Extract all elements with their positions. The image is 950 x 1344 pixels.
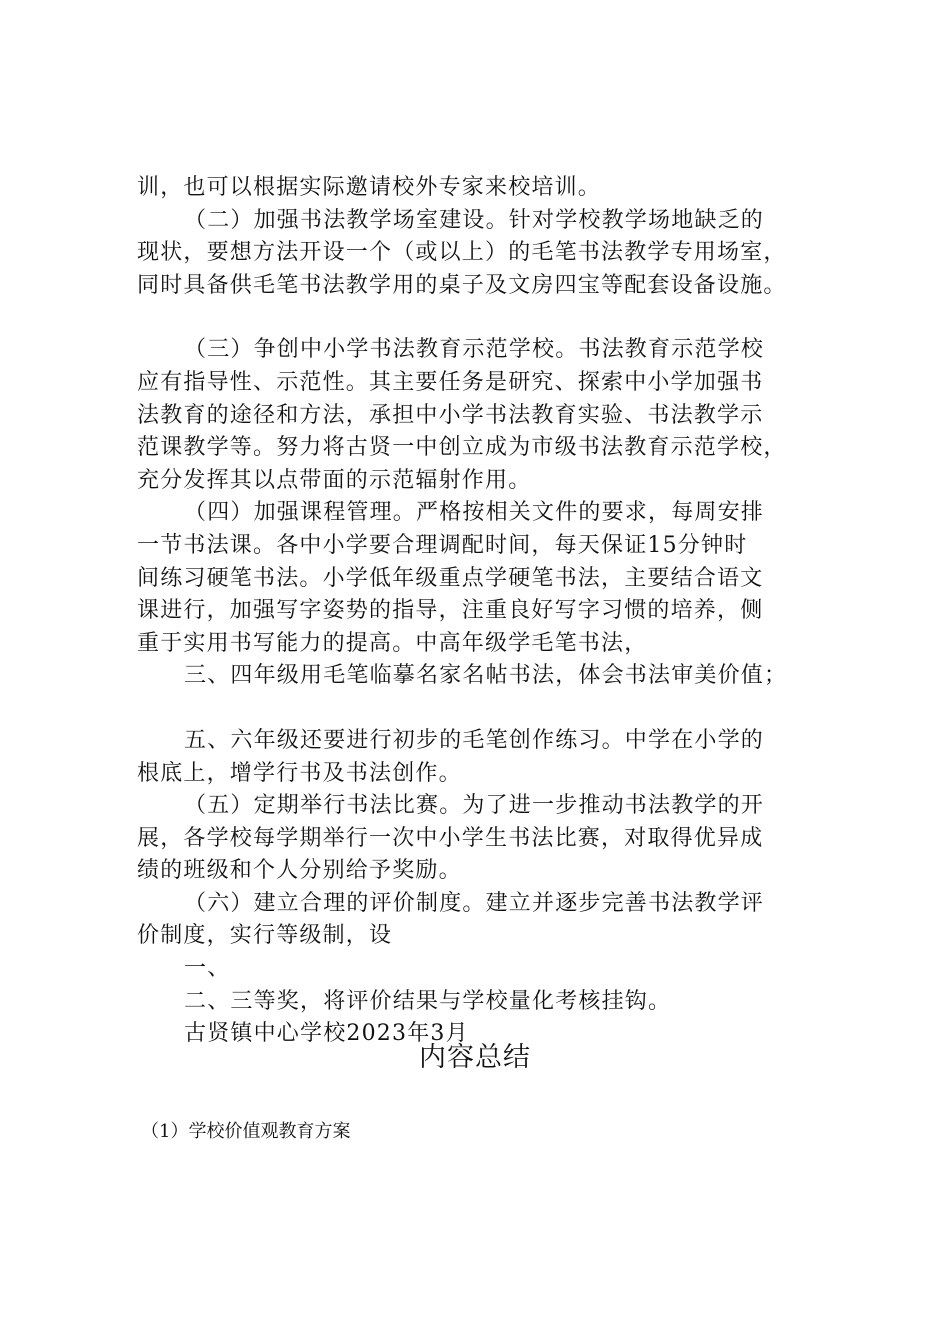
text-line: 价制度，实行等级制，设 <box>137 923 393 949</box>
text-line: 现状，要想方法开设一个（或以上）的毛笔书法教学专用场室， <box>137 240 787 266</box>
text-line: 同时具备供毛笔书法教学用的桌子及文房四宝等配套设备设施。 <box>137 272 787 298</box>
text-line: 范课教学等。努力将古贤一中创立成为市级书法教育示范学校， <box>137 435 787 461</box>
text-line: 二、三等奖，将评价结果与学校量化考核挂钩。 <box>184 988 672 1014</box>
text-line: 古贤镇中心学校2023年3月 <box>184 1021 469 1047</box>
text-line: 展，各学校每学期举行一次中小学生书法比赛，对取得优异成 <box>137 825 764 851</box>
text-line: 一、 <box>184 956 231 982</box>
text-line: （五）定期举行书法比赛。为了进一步推动书法教学的开 <box>184 793 765 819</box>
text-line: （三）争创中小学书法教育示范学校。书法教育示范学校 <box>184 337 765 363</box>
text-line: 重于实用书写能力的提高。中高年级学毛笔书法， <box>137 630 648 656</box>
text-line: 三、四年级用毛笔临摹名家名帖书法，体会书法审美价值； <box>184 663 788 689</box>
document-body <box>137 172 837 1051</box>
paragraph-gap <box>137 302 837 334</box>
text-line: 根底上，增学行书及书法创作。 <box>137 760 462 786</box>
text-line: 充分发挥其以点带面的示范辐射作用。 <box>137 467 532 493</box>
text-line: 五、六年级还要进行初步的毛笔创作练习。中学在小学的 <box>184 727 765 753</box>
text-line: 法教育的途径和方法，承担中小学书法教育实验、书法教学示 <box>137 402 764 428</box>
text-line: 课进行，加强写字姿势的指导，注重良好写字习惯的培养，侧 <box>137 598 764 624</box>
summary-item: （1）学校价值观教育方案 <box>141 1121 351 1142</box>
text-line: （四）加强课程管理。严格按相关文件的要求，每周安排 <box>184 500 765 526</box>
text-line: 训，也可以根据实际邀请校外专家来校培训。 <box>137 175 602 200</box>
text-line: 一节书法课。各中小学要合理调配时间，每天保证15分钟时 <box>137 532 748 558</box>
text-line: 绩的班级和个人分别给予奖励。 <box>137 858 462 884</box>
text-line: （二）加强书法教学场室建设。针对学校教学场地缺乏的 <box>184 207 765 233</box>
text-line: 应有指导性、示范性。其主要任务是研究、探索中小学加强书 <box>137 369 764 395</box>
text-line: 间练习硬笔书法。小学低年级重点学硬笔书法，主要结合语文 <box>137 565 764 591</box>
text-line: （六）建立合理的评价制度。建立并逐步完善书法教学评 <box>184 890 765 916</box>
summary-title: 内容总结 <box>419 1042 531 1073</box>
paragraph-gap <box>137 693 837 725</box>
